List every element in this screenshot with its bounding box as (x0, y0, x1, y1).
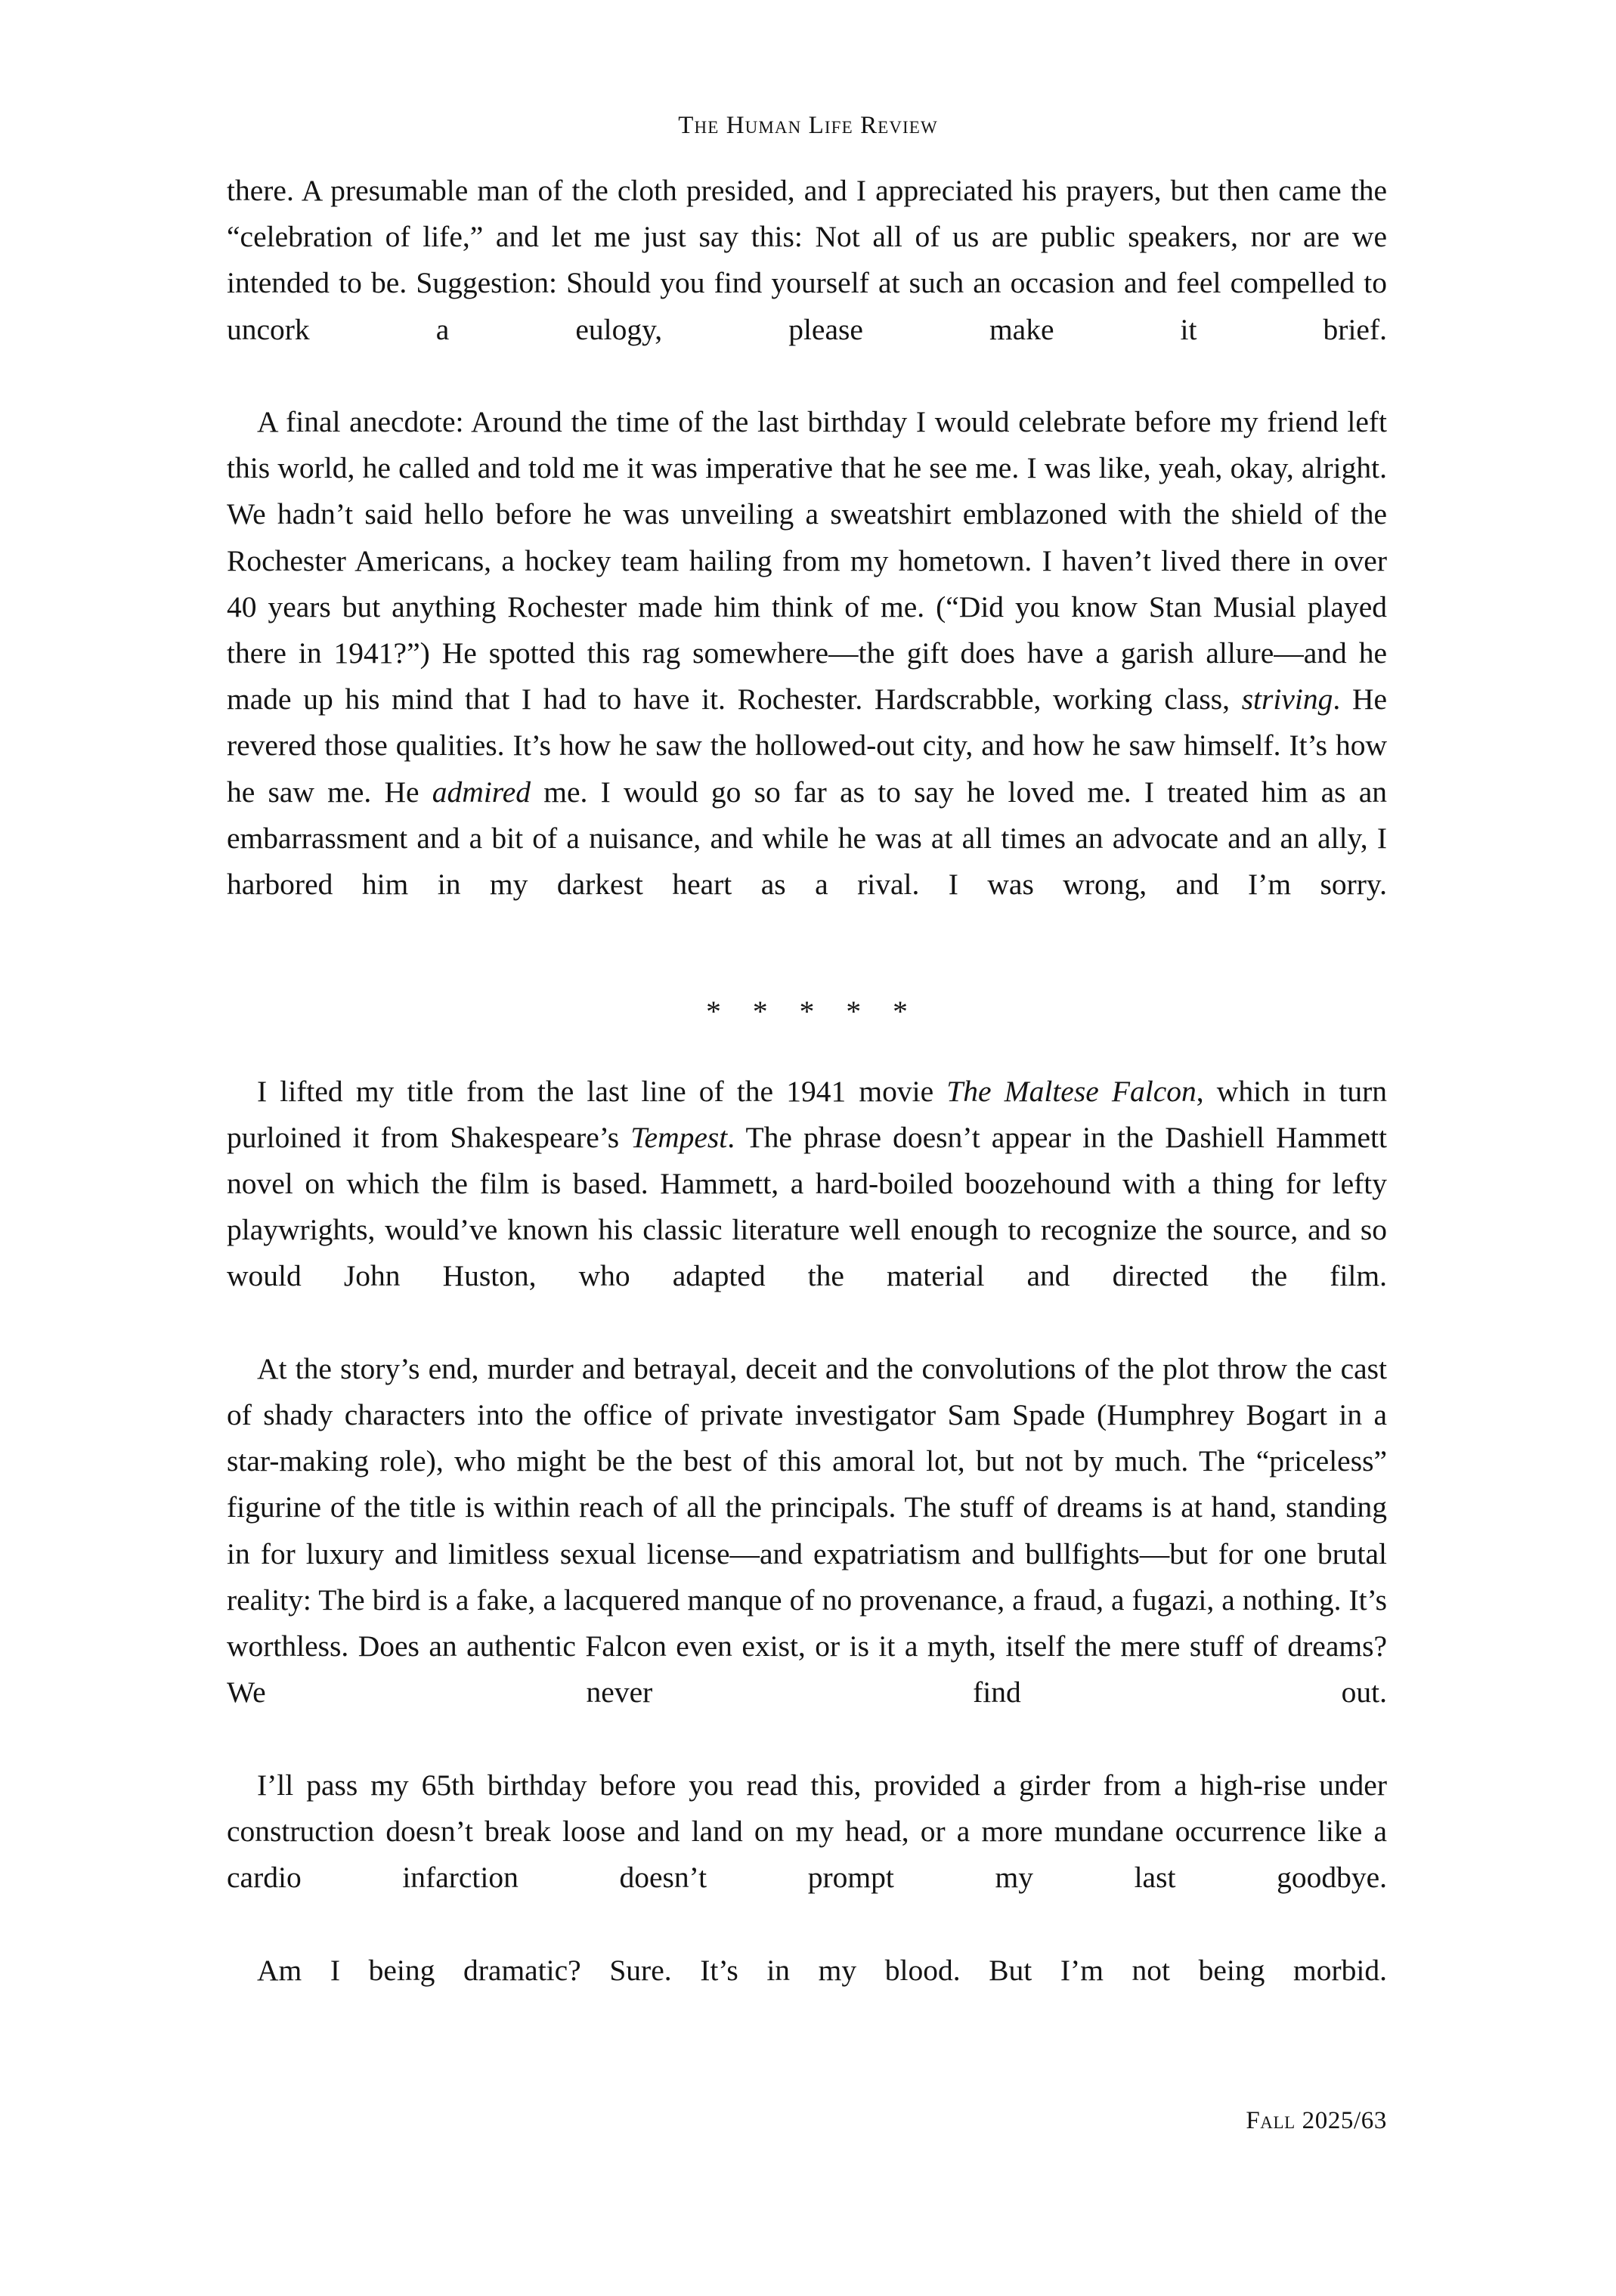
p2-emphasis-striving: striving (1241, 682, 1333, 716)
asterisk-4: * (846, 995, 862, 1029)
p2-run-3: me. I would go so far as to say he loved me. I treated him as an embarrassment and a bit of a nuisance, and while he was at all times an advocate and an ally, I harbored him in my darkest heart as a rival. I was wrong, and I’m sorry. (227, 775, 1387, 902)
page-folio: Fall 2025/63 (1246, 2107, 1387, 2134)
paragraph-4: At the story’s end, murder and betrayal, deceit and the convolutions of the plot throw the cast of shady characters into the office of private investigator Sam Spade (Humphrey Bogart in a star-making role), who might be the best of this amoral lot, but not by much. The “priceless” figurine of the title is within reach of all the principals. The stuff of dreams is at hand, standing in for luxury and limitless sexual license—and expatriatism and bullfights—but for one brutal reality: The bird is a fake, a lacquered manque of no provenance, a fraud, a fugazi, a nothing. It’s worthless. Does an authentic Falcon even exist, or is it a myth, itself the mere stuff of dreams? We never find out. (227, 1351, 1387, 1710)
paragraph-2 (227, 399, 1387, 954)
p3-run-1: I lifted my title from the last line of the 1941 movie (257, 1074, 947, 1108)
running-head: The Human Life Review (678, 112, 938, 139)
p2-run-2: . He revered those qualities. It’s how he saw the hollowed-out city, and how he saw himself. It’s how he saw me. He (227, 682, 1387, 809)
p3-title-tempest: Tempest (630, 1120, 728, 1154)
paragraph-3 (227, 1069, 1387, 1346)
asterisk-3: * (799, 995, 815, 1029)
paragraph-6: Am I being dramatic? Sure. It’s in my blood. But I’m not being morbid. (257, 1953, 1387, 1987)
body-text-block (227, 168, 1387, 2040)
section-divider-asterisks (227, 954, 1387, 1068)
p3-run-2: , which in turn purloined it from Shakespeare’s (227, 1074, 1387, 1154)
asterisk-5: * (893, 995, 908, 1029)
asterisk-2: * (752, 995, 768, 1029)
p3-title-maltese-falcon: The Maltese Falcon (946, 1074, 1197, 1108)
asterisk-1: * (706, 995, 721, 1029)
paragraph-1: there. A presumable man of the cloth presided, and I appreciated his prayers, but then came the “celebration of life,” and let me just say this: Not all of us are public speakers, nor are we intended to be. Suggestion: Should you find yourself at such an occasion and feel compelled to uncork a eulogy, please make it brief. (227, 174, 1387, 346)
p2-run-1: A final anecdote: Around the time of the last birthday I would celebrate before my friend left this world, he called and told me it was imperative that he see me. I was like, yeah, okay, alright. We hadn’t said hello before he was unveiling a sweatshirt emblazoned with the shield of the Rochester Americans, a hockey team hailing from my hometown. I haven’t lived there in over 40 years but anything Rochester made him think of me. (“Did you know Stan Musial played there in 1941?”) He spotted this rag somewhere—the gift does have a garish allure—and he made up his mind that I had to have it. Rochester. Hardscrabble, working class, (227, 405, 1387, 716)
p2-emphasis-admired: admired (432, 775, 531, 809)
paragraph-5: I’ll pass my 65th birthday before you read this, provided a girder from a high-rise under construction doesn’t break loose and land on my head, or a more mundane occurrence like a cardio infarction doesn’t prompt my last goodbye. (227, 1768, 1387, 1895)
p3-run-3: . The phrase doesn’t appear in the Dashiell Hammett novel on which the film is based. Hammett, a hard-boiled boozehound with a thing for lefty playwrights, would’ve known his classic literature well enough to recognize the source, and so would John Huston, who adapted the material and directed the film. (227, 1120, 1387, 1293)
